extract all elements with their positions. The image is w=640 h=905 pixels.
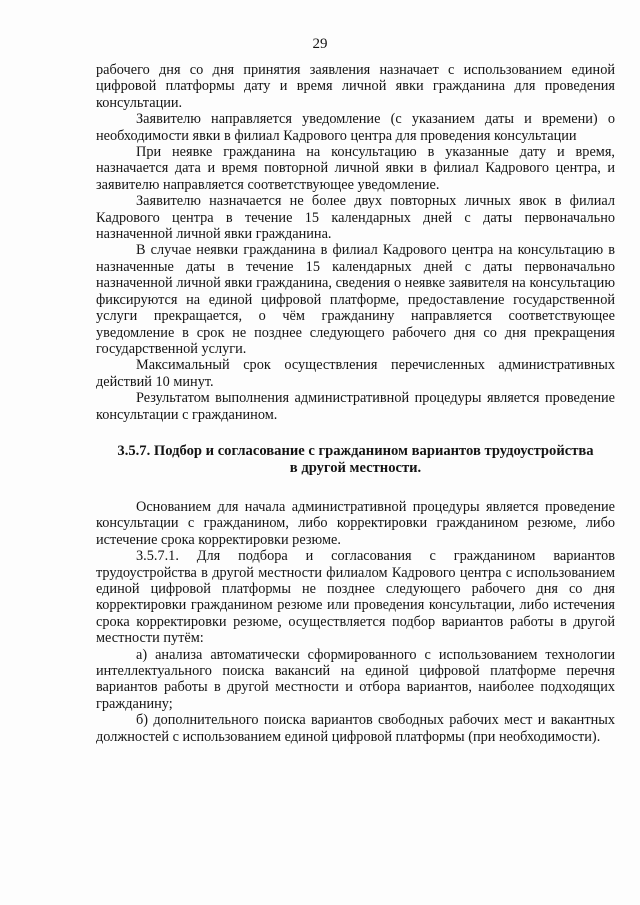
paragraph: Заявителю направляется уведомление (с указанием даты и времени) о необходимости явки в филиал Кадрового центра для проведения консультации — [96, 111, 615, 144]
paragraph: Заявителю назначается не более двух повторных личных явок в филиал Кадрового центра в течение 15 календарных дней с даты первоначально назначенной личной явки гражданина. — [96, 193, 615, 243]
list-item: б) дополнительного поиска вариантов свободных рабочих мест и вакантных должностей с использованием единой цифровой платформы (при необходимости). — [96, 712, 615, 745]
paragraph: Максимальный срок осуществления перечисленных административных действий 10 минут. — [96, 357, 615, 390]
section-heading: 3.5.7. Подбор и согласование с гражданином вариантов трудоустройства в другой местности. — [117, 442, 594, 476]
paragraph: 3.5.7.1. Для подбора и согласования с гражданином вариантов трудоустройства в другой местности филиалом Кадрового центра с использованием единой цифровой платформы не позднее следующего рабочего дня со дня корректировки гражданином резюме или проведения консультации, либо истечения срока корректировки резюме, осуществляется подбор вариантов работы в другой местности путём: — [96, 548, 615, 647]
list-item: а) анализа автоматически сформированного с использованием технологии интеллектуального поиска вакансий на единой цифровой платформе перечня вариантов работы в другой местности и отбора вариантов, наиболее подходящих гражданину; — [96, 646, 615, 712]
paragraph: При неявке гражданина на консультацию в указанные дату и время, назначается дата и время повторной личной явки в филиал Кадрового центра, и заявителю направляется соответствующее уведомление. — [96, 144, 615, 193]
document-body — [96, 62, 615, 745]
page-number: 29 — [312, 36, 328, 52]
paragraph: Результатом выполнения административной процедуры является проведение консультации с гражданином. — [96, 390, 615, 423]
paragraph: В случае неявки гражданина в филиал Кадрового центра на консультацию в назначенные даты в течение 15 календарных дней с даты первоначально назначенной личной явки гражданина, сведения о неявке заявителя на консультацию фиксируются на единой цифровой платформе, предоставление государственной услуги прекращается, о чём гражданину направляется соответствующее уведомление в срок не позднее следующего рабочего дня со дня прекращения государственной услуги. — [96, 242, 615, 357]
paragraph: рабочего дня со дня принятия заявления назначает с использованием единой цифровой платформы дату и время личной явки гражданина для проведения консультации. — [96, 62, 615, 111]
paragraph: Основанием для начала административной процедуры является проведение консультации с гражданином, либо корректировки гражданином резюме, либо истечение срока корректировки резюме. — [96, 498, 615, 548]
